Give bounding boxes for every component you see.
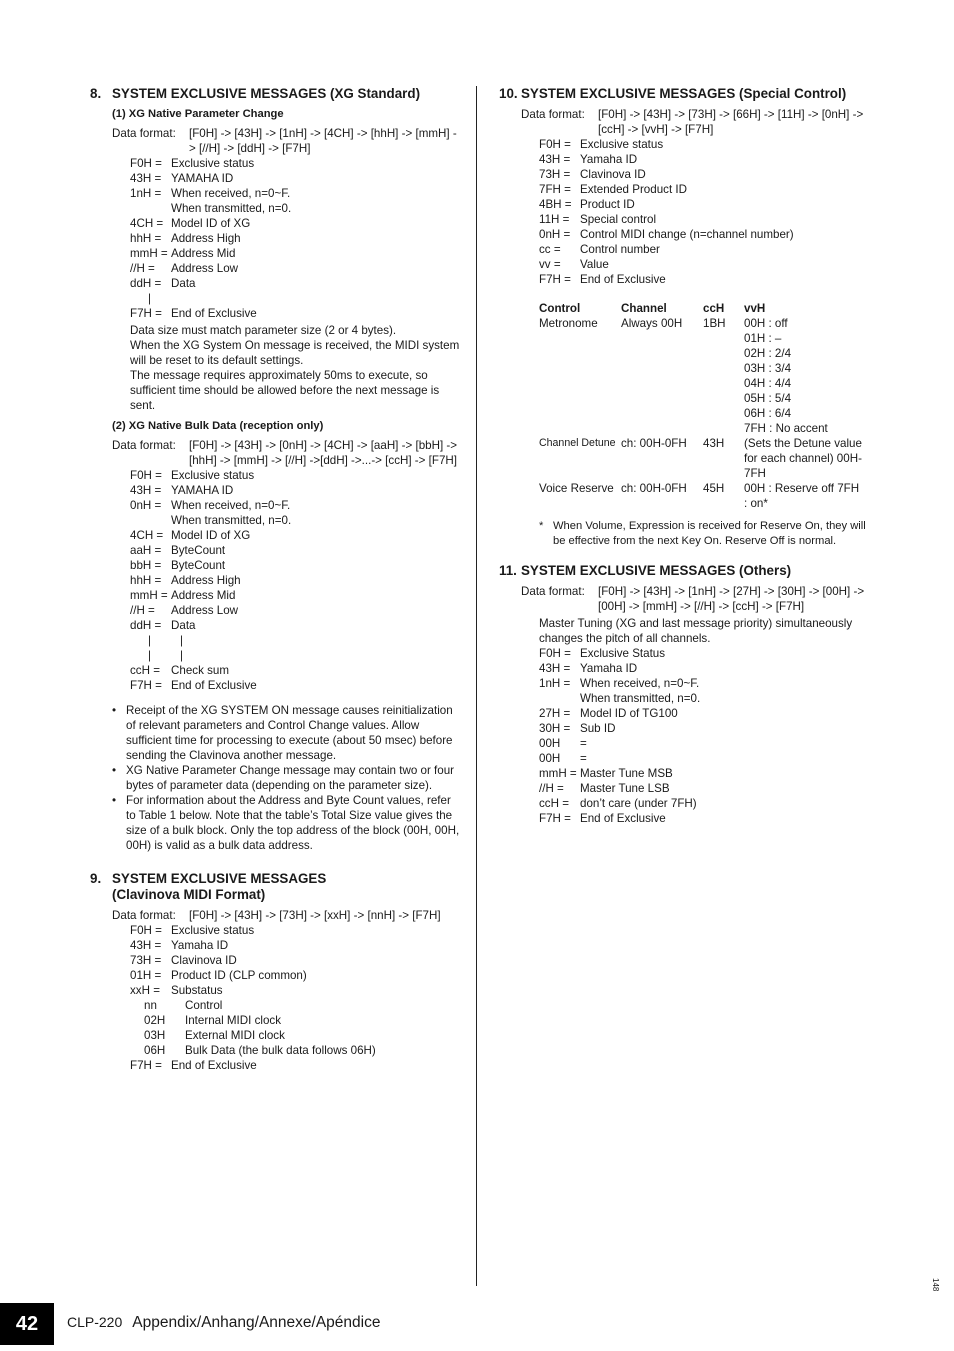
definition-row [539, 811, 874, 826]
value-line: 06H : 6/4 [744, 407, 792, 420]
definition-row [130, 923, 460, 938]
definition-row [539, 212, 874, 227]
definition-key: 1nH = [539, 677, 571, 690]
table-cell: ch: 00H-0FH [621, 482, 687, 495]
definition-row [130, 261, 460, 276]
definitions-11 [539, 646, 874, 826]
definition-key: F0H = [130, 157, 162, 170]
definition-value: Address Low [171, 262, 239, 275]
definition-row [130, 1058, 460, 1073]
substatus-desc: Internal MIDI clock [185, 1014, 281, 1027]
definition-key: hhH = [130, 574, 162, 587]
definition-row [130, 246, 460, 261]
substatus-row [144, 998, 460, 1013]
data-continuation: | | | | [148, 634, 184, 662]
definition-key: hhH = [130, 232, 162, 245]
column-header: ccH [703, 302, 725, 315]
definitions-2b [130, 663, 460, 693]
definition-key: 11H = [539, 213, 570, 226]
definition-row [130, 663, 460, 678]
table-cell: (Sets the Detune value for each channel) 00H-7FH [744, 437, 862, 480]
definition-row [539, 706, 874, 721]
data-format-value: [F0H] -> [43H] -> [73H] -> [xxH] -> [nnH] -> [F7H] [189, 909, 441, 922]
definition-value: Address Mid [171, 247, 236, 260]
definition-value: Address High [171, 574, 241, 587]
substatus-desc: External MIDI clock [185, 1029, 285, 1042]
substatus-desc: Control [185, 999, 223, 1012]
definition-value: YAMAHA ID [171, 172, 234, 185]
definition-key: 00H [539, 737, 561, 750]
definition-key: ddH = [130, 277, 162, 290]
definition-value: Product ID [580, 198, 635, 211]
footnote [539, 519, 874, 549]
definition-key: ccH = [539, 797, 569, 810]
definition-row [130, 953, 460, 968]
definition-row [539, 751, 874, 766]
definition-value: Master Tune LSB [580, 782, 670, 795]
definition-key: cc = [539, 243, 561, 256]
definition-key: F7H = [130, 1059, 162, 1072]
definition-key: 7FH = [539, 183, 571, 196]
definition-value: End of Exclusive [580, 812, 666, 825]
substatus-row [144, 1013, 460, 1028]
definition-row [130, 468, 460, 483]
footer-title [67, 1312, 380, 1333]
section-11 [499, 563, 874, 826]
definition-key: vv = [539, 258, 561, 271]
definition-row [539, 242, 874, 257]
definition-value: Control number [580, 243, 660, 256]
definitions-1b [130, 306, 460, 321]
definition-key: F7H = [539, 273, 571, 286]
section-9-title: SYSTEM EXCLUSIVE MESSAGES [112, 871, 327, 886]
definition-value: Control MIDI change (n=channel number) [580, 228, 794, 241]
substatus-row [144, 1043, 460, 1058]
data-format-label: Data format: [112, 909, 176, 922]
footnote-mark: * [539, 520, 544, 532]
column-header: Control [539, 302, 581, 315]
definition-row [130, 558, 460, 573]
definition-value: End of Exclusive [171, 679, 257, 692]
table-row [539, 436, 864, 481]
value-line: 03H : 3/4 [744, 362, 792, 375]
definition-value: Data [171, 277, 196, 290]
intro-text [539, 616, 874, 646]
bullet-item: • XG Native Parameter Change message may contain two or four bytes of parameter data (depending on the parameter size). [112, 763, 460, 793]
definition-value: Model ID of TG100 [580, 707, 678, 720]
definition-row [539, 676, 874, 706]
definitions-10 [539, 137, 874, 287]
table-cell: 1BH [703, 317, 726, 330]
definition-row [130, 186, 460, 216]
definition-value: Substatus [171, 984, 223, 997]
definition-value: Clavinova ID [580, 168, 646, 181]
definition-row [539, 721, 874, 736]
footnote-text: When Volume, Expression is received for Reserve On, they will be effective from the next Key On. Reserve Off is normal. [553, 520, 866, 547]
bullet-item: • Receipt of the XG SYSTEM ON message causes reinitialization of relevant parameters and Control Change values. Allow sufficient time for processing to execute (about 50 msec) before sending the Clavinova another message. [112, 703, 460, 763]
definition-key: 0nH = [539, 228, 571, 241]
definition-value: Yamaha ID [580, 153, 638, 166]
definition-row [130, 678, 460, 693]
definition-row [130, 156, 460, 171]
definition-key: aaH = [130, 544, 162, 557]
definition-key: xxH = [130, 984, 160, 997]
definition-row [130, 171, 460, 186]
section-10-title: SYSTEM EXCLUSIVE MESSAGES (Special Control) [521, 86, 847, 101]
table-cell: 45H [703, 482, 725, 495]
definition-value: Exclusive status [171, 924, 255, 937]
data-format-label: Data format: [521, 585, 585, 598]
definition-key: 4CH = [130, 217, 164, 230]
definition-row [539, 272, 874, 287]
section-9-subtitle: (Clavinova MIDI Format) [112, 887, 266, 902]
data-format-value: [F0H] -> [43H] -> [73H] -> [66H] -> [11H] -> [0nH] -> [ccH] -> [vvH] -> [F7H] [598, 108, 864, 136]
definition-key: 00H [539, 752, 561, 765]
data-format-2 [112, 438, 460, 468]
subsection-1-title: (1) XG Native Parameter Change [112, 108, 284, 120]
column-divider [476, 86, 477, 1286]
definition-key: ccH = [130, 664, 160, 677]
section-8-number: 8. [90, 86, 102, 101]
definition-key: 4BH = [539, 198, 572, 211]
section-9-heading [90, 871, 460, 887]
data-format-10 [521, 107, 874, 137]
definition-value: End of Exclusive [171, 307, 257, 320]
definition-key: ddH = [130, 619, 162, 632]
definition-value: = [580, 752, 587, 765]
definition-value: Special control [580, 213, 657, 226]
control-table [539, 301, 864, 511]
definition-key: 43H = [130, 484, 162, 497]
definition-row [539, 781, 874, 796]
definition-row [130, 618, 460, 633]
data-format-value: [F0H] -> [43H] -> [1nH] -> [4CH] -> [hhH] -> [mmH] -> [//H] -> [ddH] -> [F7H] [189, 127, 457, 155]
definition-value: Check sum [171, 664, 229, 677]
data-format-label: Data format: [112, 127, 176, 140]
definition-value: End of Exclusive [580, 273, 666, 286]
column-header: Channel [621, 302, 667, 315]
definition-row [539, 257, 874, 272]
value-line: 00H : off [744, 317, 788, 330]
table-cell: Always 00H [621, 317, 683, 330]
definitions-1 [130, 156, 460, 291]
model-name: CLP-220 [67, 1314, 123, 1330]
substatus-row [144, 1028, 460, 1043]
definition-row [539, 661, 874, 676]
definition-key: F0H = [539, 138, 571, 151]
definition-value: = [580, 737, 587, 750]
section-9-number: 9. [90, 871, 102, 886]
definition-key: 30H = [539, 722, 571, 735]
definition-key: 73H = [130, 954, 162, 967]
bullet-item: • For information about the Address and Byte Count values, refer to Table 1 below. Note that the table’s Total Size value gives the size of a bulk block. Only the top address of the block (00H, 00H, 00H) is valid as a bulk data address. [112, 793, 460, 853]
table-header-row [539, 301, 864, 316]
definition-value: Exclusive status [580, 138, 664, 151]
value-line: 01H : – [744, 332, 782, 345]
data-format-9 [112, 908, 460, 923]
data-format-11 [521, 584, 874, 614]
definition-key: //H = [130, 604, 155, 617]
definition-value: When received, n=0~F. When transmitted, n=0. [171, 499, 292, 527]
substatus-code: 03H [144, 1029, 166, 1042]
definition-value: When received, n=0~F. When transmitted, n=0. [171, 187, 292, 215]
data-format-1 [112, 126, 460, 156]
definition-key: mmH = [539, 767, 577, 780]
definition-key: F7H = [130, 307, 162, 320]
definition-key: F7H = [130, 679, 162, 692]
definition-value: ByteCount [171, 544, 226, 557]
definition-key: F0H = [539, 647, 571, 660]
right-column [499, 86, 874, 840]
definition-value: End of Exclusive [171, 1059, 257, 1072]
definition-row [130, 276, 460, 291]
note-paragraph: The message requires approximately 50ms to execute, so sufficient time should be allowed before the next message is sent. [130, 369, 440, 412]
definition-value: Sub ID [580, 722, 616, 735]
definition-key: 43H = [539, 153, 571, 166]
definition-row [539, 167, 874, 182]
data-format-label: Data format: [521, 108, 585, 121]
definition-row [539, 736, 874, 751]
definition-row [539, 197, 874, 212]
definition-key: mmH = [130, 589, 168, 602]
definition-value: Exclusive status [171, 157, 255, 170]
definition-value: Product ID (CLP common) [171, 969, 307, 982]
section-11-title: SYSTEM EXCLUSIVE MESSAGES (Others) [521, 563, 792, 578]
side-page-code: 148 [931, 1278, 940, 1292]
definition-value: Address High [171, 232, 241, 245]
data-continuation: | [148, 292, 152, 305]
definition-row [130, 983, 460, 998]
definition-row [130, 306, 460, 321]
definition-key: mmH = [130, 247, 168, 260]
definition-value: Exclusive status [171, 469, 255, 482]
table-cell: Metronome [539, 317, 598, 330]
table-row [539, 316, 864, 436]
definition-row [130, 938, 460, 953]
table-row [539, 481, 864, 511]
appendix-label: Appendix/Anhang/Annexe/Apéndice [132, 1314, 381, 1331]
definition-key: bbH = [130, 559, 162, 572]
definition-value: Model ID of XG [171, 217, 251, 230]
definition-key: F7H = [539, 812, 571, 825]
definition-value: YAMAHA ID [171, 484, 234, 497]
value-line: 05H : 5/4 [744, 392, 792, 405]
definition-row [130, 968, 460, 983]
data-format-value: [F0H] -> [43H] -> [0nH] -> [4CH] -> [aaH] -> [bbH] -> [hhH] -> [mmH] -> [//H] ->[ddH] ->...-> [ccH] -> [F7H] [189, 439, 458, 467]
left-column [90, 86, 460, 1087]
definition-value: Extended Product ID [580, 183, 687, 196]
definition-row [539, 152, 874, 167]
definition-value: Master Tune MSB [580, 767, 673, 780]
section-9 [90, 871, 460, 1073]
section-11-heading [499, 563, 874, 579]
definitions-9 [130, 923, 460, 998]
notes-1 [130, 323, 460, 413]
table-cell: Voice Reserve [539, 482, 614, 495]
definition-row [130, 231, 460, 246]
section-10-heading [499, 86, 874, 102]
substatus-code: 06H [144, 1044, 166, 1057]
bullet-list [112, 703, 460, 853]
substatus-desc: Bulk Data (the bulk data follows 06H) [185, 1044, 376, 1057]
definition-value: Address Low [171, 604, 239, 617]
definition-key: 01H = [130, 969, 162, 982]
definition-value: Value [580, 258, 609, 271]
definition-row [130, 603, 460, 618]
definition-row [539, 137, 874, 152]
table-cell: Channel Detune [539, 437, 616, 449]
definition-row [539, 227, 874, 242]
definition-row [130, 528, 460, 543]
note-paragraph: Data size must match parameter size (2 or 4 bytes). [130, 324, 397, 337]
section-11-number: 11. [499, 563, 517, 578]
definition-row [539, 796, 874, 811]
definition-value: Clavinova ID [171, 954, 237, 967]
definitions-9b [130, 1058, 460, 1073]
definition-key: 4CH = [130, 529, 164, 542]
definition-row [539, 182, 874, 197]
definition-key: 43H = [539, 662, 571, 675]
definition-row [130, 588, 460, 603]
definition-key: F0H = [130, 924, 162, 937]
column-header: vvH [744, 302, 766, 315]
intro-paragraph: Master Tuning (XG and last message priority) simultaneously changes the pitch of all channels. [539, 617, 853, 645]
definition-key: 0nH = [130, 499, 162, 512]
definition-key: 43H = [130, 172, 162, 185]
section-8 [90, 86, 460, 853]
definition-key: //H = [539, 782, 564, 795]
value-line: 04H : 4/4 [744, 377, 792, 390]
definition-row [539, 646, 874, 661]
definition-value: Address Mid [171, 589, 236, 602]
definition-row [539, 766, 874, 781]
definition-row [130, 543, 460, 558]
note-paragraph: When the XG System On message is received, the MIDI system will be reset to its default settings. [130, 339, 460, 367]
definition-key: 27H = [539, 707, 571, 720]
substatus-code: 02H [144, 1014, 166, 1027]
definition-key: //H = [130, 262, 155, 275]
table-cell: 00H : Reserve off 7FH : on* [744, 482, 860, 510]
subsection-2-title: (2) XG Native Bulk Data (reception only) [112, 420, 324, 432]
page-number: 42 [0, 1303, 54, 1345]
data-format-label: Data format: [112, 439, 176, 452]
definition-value: Yamaha ID [171, 939, 229, 952]
definition-row [130, 573, 460, 588]
definition-value: Data [171, 619, 196, 632]
definition-key: 73H = [539, 168, 571, 181]
section-9-heading-line2 [90, 887, 460, 903]
definition-value: don’t care (under 7FH) [580, 797, 697, 810]
definitions-2 [130, 468, 460, 633]
section-10-number: 10. [499, 86, 518, 101]
definition-key: F0H = [130, 469, 162, 482]
table-cell [744, 316, 864, 436]
definition-key: 43H = [130, 939, 162, 952]
definition-row [130, 498, 460, 528]
table-cell: 43H [703, 437, 725, 450]
definition-value: ByteCount [171, 559, 226, 572]
section-10 [499, 86, 874, 549]
definition-row [130, 216, 460, 231]
section-8-title: SYSTEM EXCLUSIVE MESSAGES (XG Standard) [112, 86, 421, 101]
table-cell: ch: 00H-0FH [621, 437, 687, 450]
definition-row [130, 483, 460, 498]
definition-value: Yamaha ID [580, 662, 638, 675]
definition-value: When received, n=0~F. When transmitted, n=0. [580, 677, 701, 705]
definition-key: 1nH = [130, 187, 162, 200]
substatus-code: nn [144, 999, 157, 1012]
section-8-heading [90, 86, 460, 102]
value-line: 02H : 2/4 [744, 347, 792, 360]
definition-value: Exclusive Status [580, 647, 666, 660]
definition-value: Model ID of XG [171, 529, 251, 542]
data-format-value: [F0H] -> [43H] -> [1nH] -> [27H] -> [30H] -> [00H] -> [00H] -> [mmH] -> [//H] -> [ccH] -> [F7H] [598, 585, 865, 613]
substatus-list [144, 998, 460, 1058]
value-line: 7FH : No accent [744, 422, 828, 435]
